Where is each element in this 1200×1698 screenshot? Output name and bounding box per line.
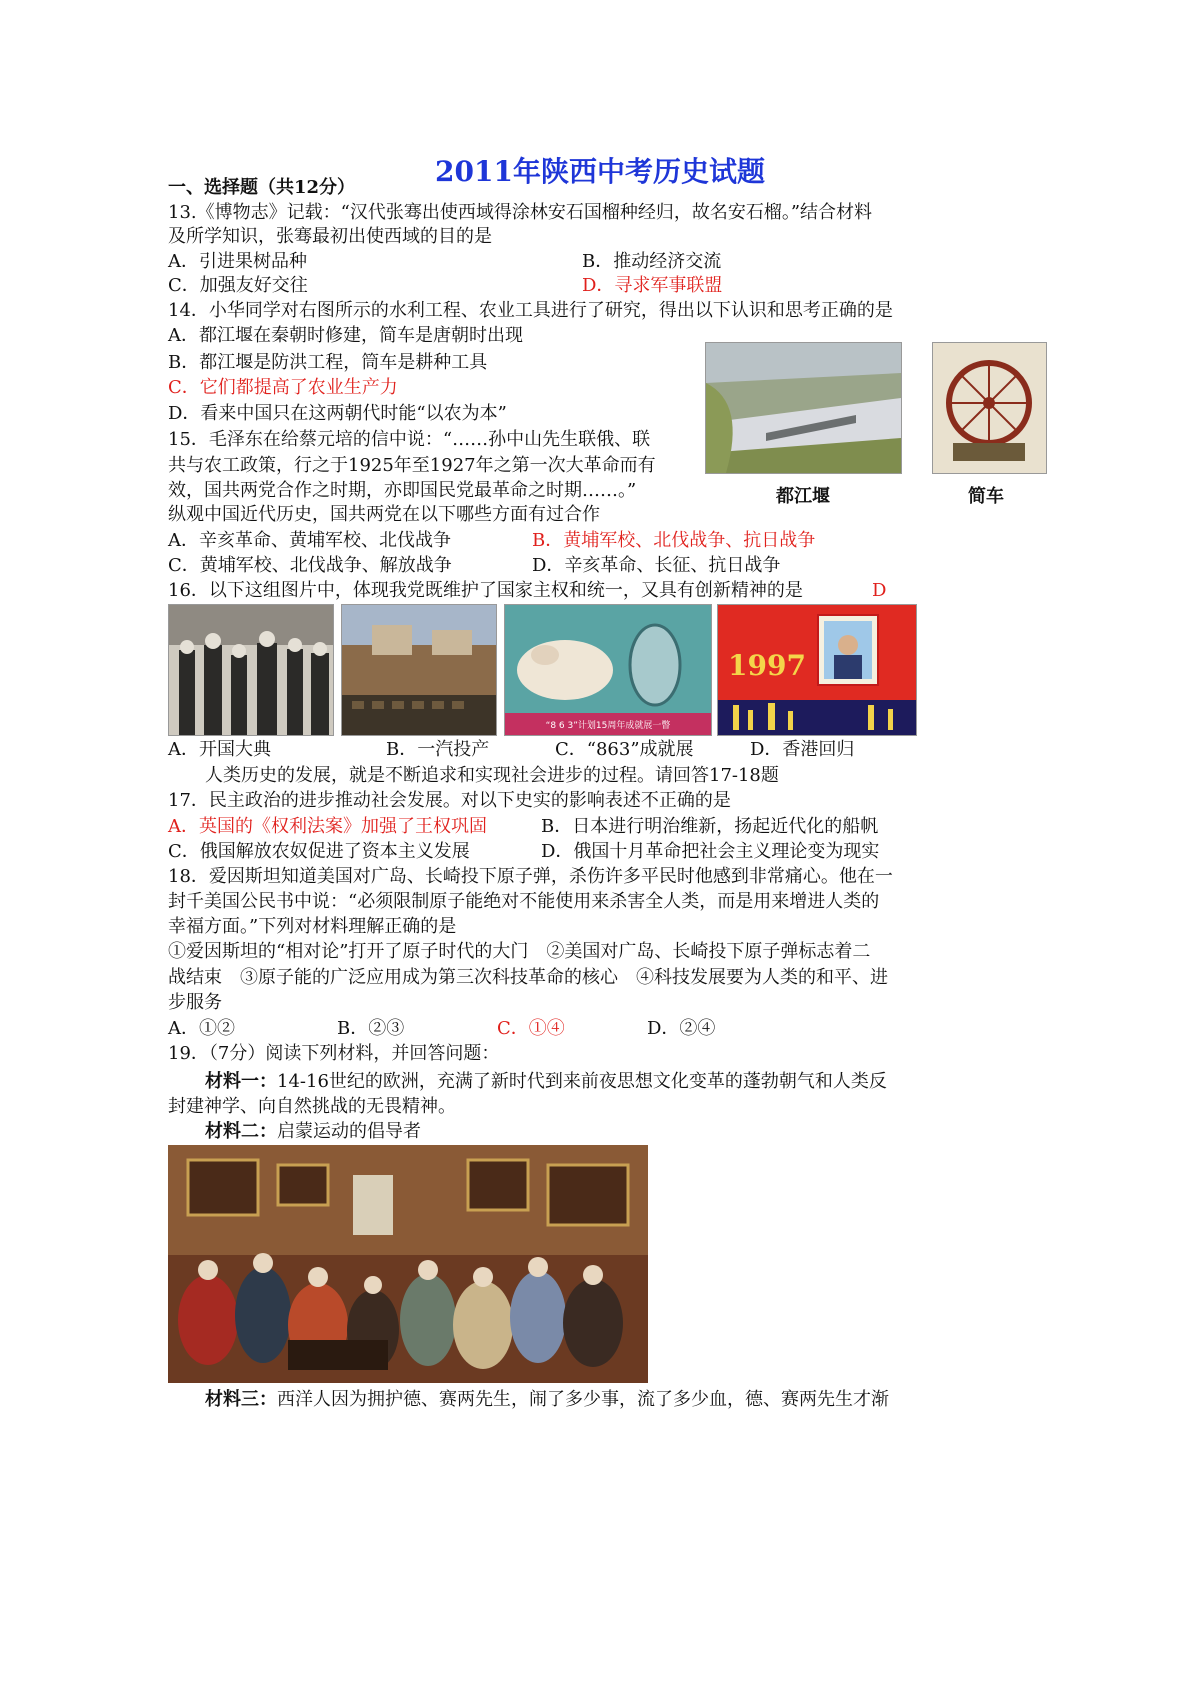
material3-text: 西洋人因为拥护德、赛两先生，闹了多少事，流了多少血，德、赛两先生才渐 — [277, 1389, 889, 1410]
section-heading: 一、选择题（共12分） — [168, 177, 356, 198]
q18-line6: 步服务 — [168, 992, 222, 1013]
q17-option-c: C．俄国解放农奴促进了资本主义发展 — [168, 841, 470, 862]
q13-option-c: C．加强友好交往 — [168, 275, 308, 296]
q15-line1: 15．毛泽东在给蔡元培的信中说：“……孙中山先生联俄、联 — [168, 429, 651, 450]
q16-option-c: C．“863”成就展 — [555, 739, 694, 760]
q13-option-a: A．引进果树品种 — [168, 251, 307, 272]
q16-option-a: A．开国大典 — [168, 739, 271, 760]
q18-line5: 战结束 ③原子能的广泛应用成为第三次科技革命的核心 ④科技发展要为人类的和平、进 — [168, 967, 888, 988]
q19-material1-line1 — [205, 1070, 887, 1094]
q18-option-a: A．①② — [168, 1018, 235, 1039]
dujiangyan-photo — [705, 342, 902, 474]
q18-option-d: D．②④ — [647, 1018, 716, 1039]
q17-option-a-answer: A．英国的《权利法案》加强了王权巩固 — [168, 816, 487, 837]
material1-text: 14-16世纪的欧洲，充满了新时代到来前夜思想文化变革的蓬勃朝气和人类反 — [277, 1071, 887, 1092]
q15-option-c: C．黄埔军校、北伐战争、解放战争 — [168, 555, 452, 576]
section-intro-17-18: 人类历史的发展，就是不断追求和实现社会进步的过程。请回答17-18题 — [205, 765, 779, 786]
q15-line4: 纵观中国近代历史，国共两党在以下哪些方面有过合作 — [168, 504, 600, 525]
program-863-photo — [504, 604, 712, 736]
page-title: 2011年陕西中考历史试题 — [435, 155, 765, 188]
q14-option-c-answer: C．它们都提高了农业生产力 — [168, 377, 398, 398]
q17-option-b: B．日本进行明治维新，扬起近代化的船帆 — [541, 816, 879, 837]
q14-option-a: A．都江堰在秦朝时修建，简车是唐朝时出现 — [168, 325, 523, 346]
q15-option-b-answer: B．黄埔军校、北伐战争、抗日战争 — [532, 530, 816, 551]
q14-option-d: D．看来中国只在这两朝代时能“以农为本” — [168, 403, 507, 424]
q18-line1: 18．爱因斯坦知道美国对广岛、长崎投下原子弹，杀伤许多平民时他感到非常痛心。他在一 — [168, 866, 893, 887]
material2-text: 启蒙运动的倡导者 — [277, 1121, 421, 1142]
founding-ceremony-photo — [168, 604, 334, 736]
q13-option-b: B．推动经济交流 — [582, 251, 722, 272]
q18-line4: ①爱因斯坦的“相对论”打开了原子时代的大门 ②美国对广岛、长崎投下原子弹标志着二 — [168, 941, 871, 962]
q14-stem: 14．小华同学对右图所示的水利工程、农业工具进行了研究，得出以下认识和思考正确的是 — [168, 300, 893, 321]
waterwheel-photo — [932, 342, 1047, 474]
q16-answer: D — [872, 580, 887, 601]
hk-return-stamp-photo — [717, 604, 917, 736]
q19-material3 — [205, 1388, 889, 1412]
q15-line2: 共与农工政策，行之于1925年至1927年之第一次大革命而有 — [168, 455, 656, 476]
dujiangyan-caption: 都江堰 — [776, 486, 830, 507]
material3-label: 材料三： — [205, 1389, 277, 1410]
q17-option-d: D．俄国十月革命把社会主义理论变为现实 — [541, 841, 880, 862]
stamp-year: 1997 — [728, 649, 806, 682]
q16-stem: 16．以下这组图片中，体现我党既维护了国家主权和统一，又具有创新精神的是 — [168, 580, 803, 601]
q17-stem: 17．民主政治的进步推动社会发展。对以下史实的影响表述不正确的是 — [168, 790, 731, 811]
q19-material2 — [205, 1120, 421, 1144]
q13-option-d-answer: D．寻求军事联盟 — [582, 275, 723, 296]
q19-material1-line2: 封建神学、向自然挑战的无畏精神。 — [168, 1096, 456, 1117]
material1-label: 材料一： — [205, 1071, 277, 1092]
q15-option-d: D．辛亥革命、长征、抗日战争 — [532, 555, 781, 576]
q13-stem-line1: 13.《博物志》记载：“汉代张骞出使西域得涂林安石国榴种经归，故名安石榴。”结合材料 — [168, 202, 873, 223]
q18-line3: 幸福方面。”下列对材料理解正确的是 — [168, 916, 457, 937]
program-863-banner: “8 6 3”计划15周年成就展一瞥 — [545, 721, 671, 731]
q13-stem-line2: 及所学知识，张骞最初出使西域的目的是 — [168, 226, 492, 247]
q18-option-c-answer: C．①④ — [497, 1018, 565, 1039]
q15-line3: 效，国共两党合作之时期，亦即国民党最革命之时期……。” — [168, 480, 637, 501]
enlightenment-salon-painting — [168, 1145, 648, 1383]
first-auto-works-photo — [341, 604, 497, 736]
q16-option-d: D．香港回归 — [750, 739, 855, 760]
material2-label: 材料二： — [205, 1121, 277, 1142]
q14-option-b: B．都江堰是防洪工程，筒车是耕种工具 — [168, 352, 488, 373]
q19-stem: 19．（7分）阅读下列材料，并回答问题： — [168, 1043, 500, 1064]
q15-option-a: A．辛亥革命、黄埔军校、北伐战争 — [168, 530, 451, 551]
q18-option-b: B．②③ — [337, 1018, 405, 1039]
waterwheel-caption: 简车 — [968, 486, 1004, 507]
q18-line2: 封千美国公民书中说：“必须限制原子能绝对不能使用来杀害全人类，而是用来增进人类的 — [168, 891, 880, 912]
q16-option-b: B．一汽投产 — [386, 739, 490, 760]
